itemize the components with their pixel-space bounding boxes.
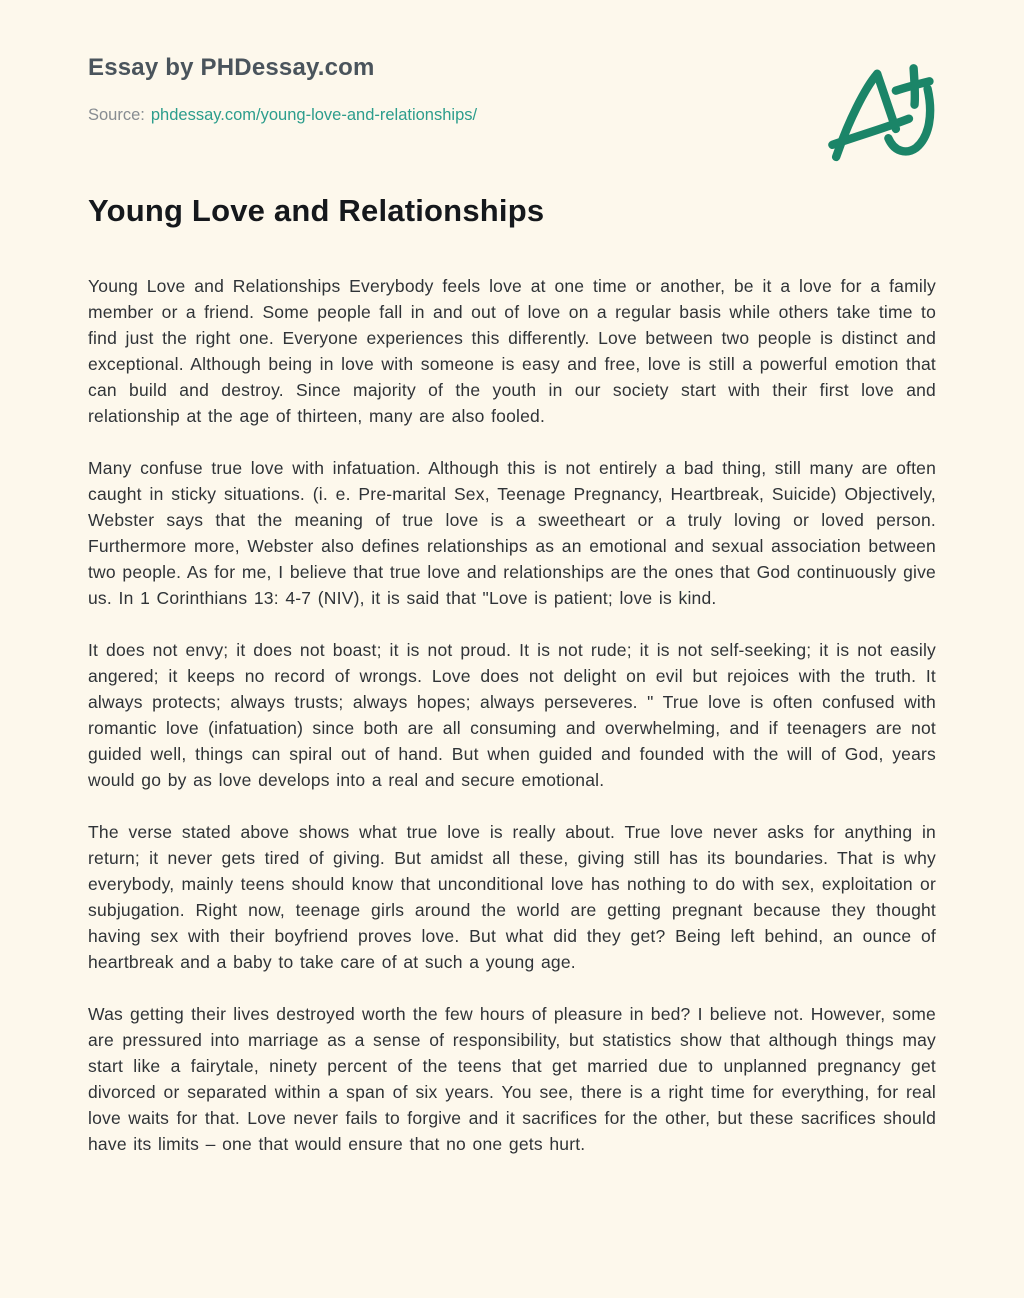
essay-paragraph-3: It does not envy; it does not boast; it is not proud. It is not rude; it is not self-seeking; it is not easily angered; it keeps no record of wrongs. Love does not delight on evil but rejoices with the truth. It always protects; always trusts; always hopes; always perseveres. " True love is often confused with romantic love (infatuation) since both are all consuming and overwhelming, and if teenagers are not guided well, things can spiral out of hand. But when guided and founded with the will of God, years would go by as love develops into a real and secure emotional. (88, 640, 936, 790)
source-link[interactable]: phdessay.com/young-love-and-relationships/ (150, 106, 478, 124)
essay-paragraph-5: Was getting their lives destroyed worth the few hours of pleasure in bed? I believe not. However, some are pressured into marriage as a sense of responsibility, but statistics show that although things may start like a fairytale, ninety percent of the teens that get married due to unplanned pregnancy get divorced or separated within a span of six years. You see, there is a right time for everything, for real love waits for that. Love never fails to forgive and it sacrifices for the other, but these sacrifices should have its limits – one that would ensure that no one gets hurt. (88, 1004, 936, 1154)
aplus-logo-icon (824, 58, 936, 170)
brand-title: Essay by PHDessay.com (88, 54, 375, 81)
essay-paragraph-1: Young Love and Relationships Everybody feels love at one time or another, be it a love for a family member or a friend. Some people fall in and out of love on a regular basis while others take time to find just the right one. Everyone experiences this differently. Love between two people is distinct and exceptional. Although being in love with someone is easy and free, love is still a powerful emotion that can build and destroy. Since majority of the youth in our society start with their first love and relationship at the age of thirteen, many are also fooled. (88, 276, 936, 426)
essay-paragraph-2: Many confuse true love with infatuation. Although this is not entirely a bad thing, still many are often caught in sticky situations. (i. e. Pre-marital Sex, Teenage Pregnancy, Heartbreak, Suicide) Objectively, Webster says that the meaning of true love is a sweetheart or a truly loving or loved person. Furthermore more, Webster also defines relationships as an emotional and sexual association between two people. As for me, I believe that true love and relationships are the ones that God continuously give us. In 1 Corinthians 13: 4-7 (NIV), it is said that "Love is patient; love is kind. (88, 458, 936, 608)
source-row (88, 106, 936, 125)
essay-body (88, 273, 936, 1235)
page-title: Young Love and Relationships (88, 193, 545, 228)
source-label: Source: (88, 106, 145, 124)
essay-paragraph-4: The verse stated above shows what true love is really about. True love never asks for anything in return; it never gets tired of giving. But amidst all these, giving still has its boundaries. That is why everybody, mainly teens should know that unconditional love has nothing to do with sex, exploitation or subjugation. Right now, teenage girls around the world are getting pregnant because they thought having sex with their boyfriend proves love. But what did they get? Being left behind, an ounce of heartbreak and a baby to take care of at such a young age. (88, 822, 936, 972)
